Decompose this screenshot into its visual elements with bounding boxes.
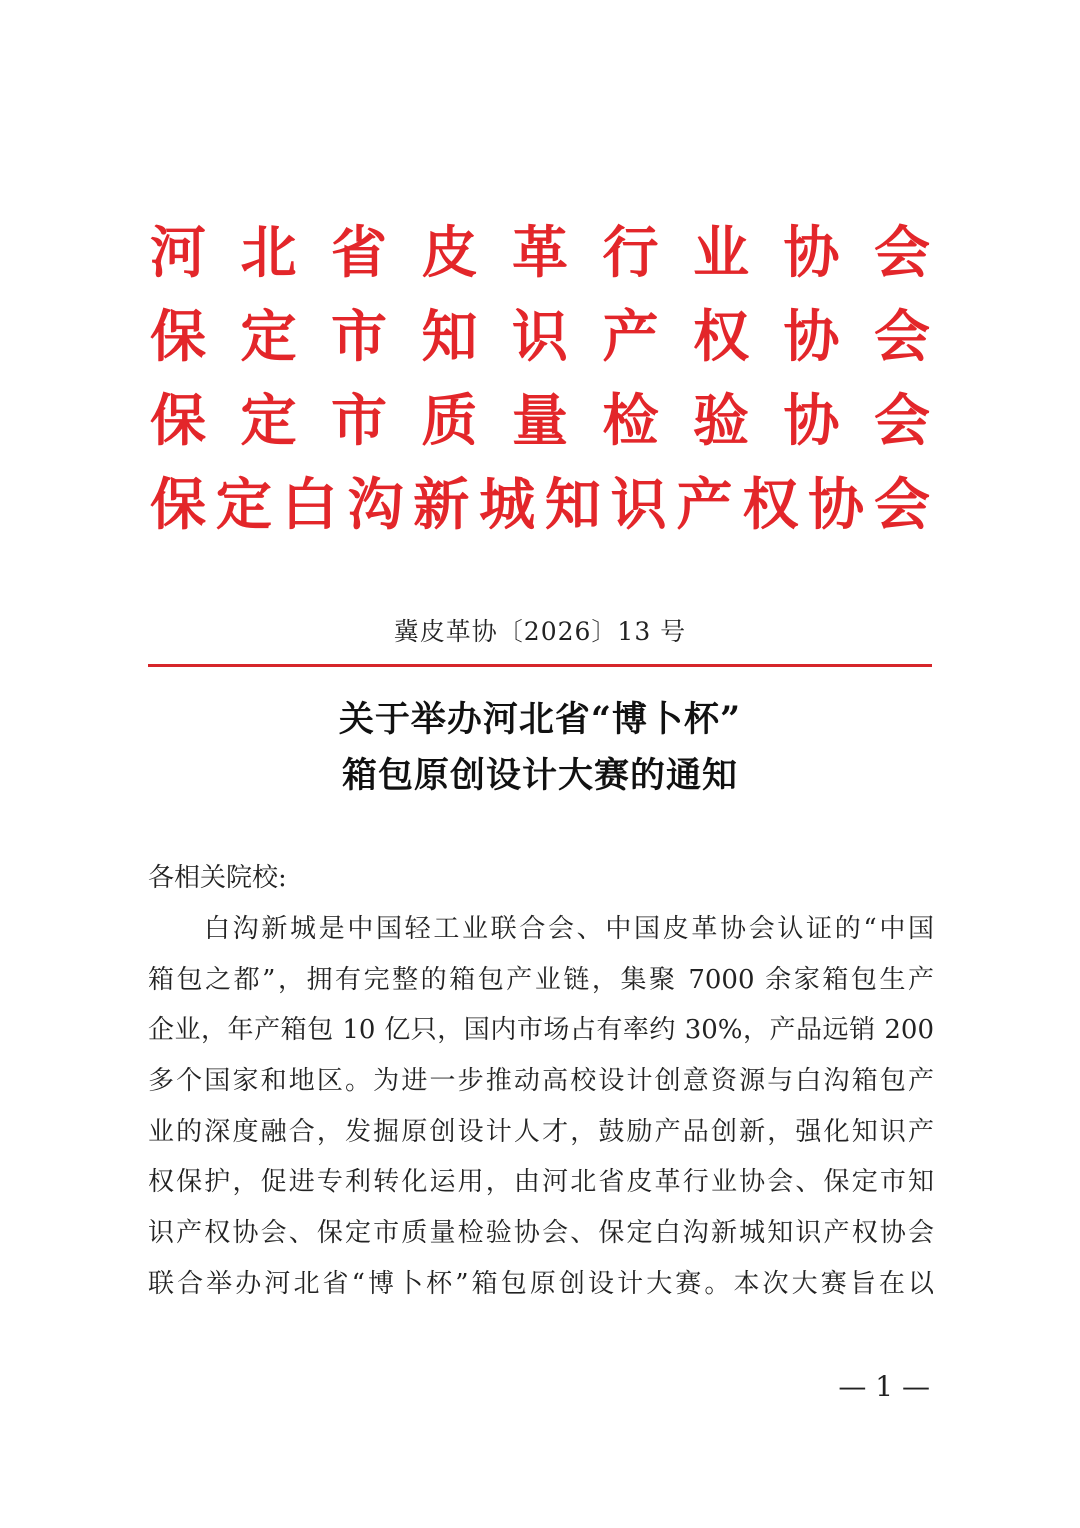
letterhead-char: 行 [602,221,659,286]
letterhead-char: 白 [281,473,338,538]
letterhead-char: 市 [331,305,387,370]
salutation: 各相关院校: [148,863,287,893]
letterhead-char: 质 [421,389,478,454]
notice-title [0,692,1080,804]
letterhead-line-4 [150,464,930,548]
letterhead-char: 市 [331,389,387,454]
paragraph-line: 权保护，促进专利转化运用，由河北省皮革行业协会、保定市知 [148,1167,934,1198]
paragraph-line: 多个国家和地区。为进一步推动高校设计创意资源与白沟箱包产 [148,1066,934,1097]
letterhead-char: 保 [150,389,206,454]
letterhead-line-1 [150,212,930,296]
letterhead-char: 协 [783,305,840,370]
letterhead-char: 量 [512,389,568,454]
letterhead-char: 权 [742,473,799,538]
letterhead-char: 城 [479,473,536,538]
letterhead-char: 会 [873,473,930,538]
letterhead-char: 定 [215,473,272,538]
letterhead-char: 河 [150,221,206,286]
letterhead-char: 皮 [421,221,478,286]
letterhead-char: 革 [512,221,568,286]
paragraph-line: 箱包之都”，拥有完整的箱包产业链，集聚 7000 余家箱包生产 [148,964,934,995]
letterhead-line-2 [150,296,930,380]
letterhead-char: 保 [150,473,206,538]
notice-title-line-2: 箱包原创设计大赛的通知 [341,755,738,796]
letterhead-char: 协 [808,473,865,538]
letterhead-char: 权 [693,305,749,370]
paragraph-line: 业的深度融合，发掘原创设计人才，鼓励产品创新，强化知识产 [148,1116,934,1147]
letterhead-char: 识 [512,305,568,370]
letterhead-char: 协 [783,389,840,454]
letterhead-char: 会 [874,389,930,454]
letterhead-char: 协 [783,221,840,286]
letterhead-line-3 [150,380,930,464]
letterhead-char: 业 [693,221,749,286]
letterhead-char: 定 [240,305,297,370]
red-divider [148,664,932,667]
letterhead-char: 定 [240,389,297,454]
letterhead [150,212,930,548]
letterhead-char: 知 [544,473,601,538]
letterhead-char: 会 [874,221,930,286]
letterhead-char: 验 [693,389,749,454]
letterhead-char: 会 [874,305,930,370]
letterhead-char: 产 [676,473,733,538]
notice-title-line-1: 关于举办河北省“博卜杯” [338,699,742,740]
letterhead-char: 沟 [347,473,404,538]
letterhead-char: 产 [602,305,659,370]
document-number: 冀皮革协〔2026〕13 号 [393,617,687,646]
letterhead-char: 北 [240,221,297,286]
letterhead-char: 知 [421,305,478,370]
letterhead-char: 检 [602,389,659,454]
paragraph-line: 企业，年产箱包 10 亿只，国内市场占有率约 30%，产品远销 200 [148,1015,934,1046]
paragraph-line: 白沟新城是中国轻工业联合会、中国皮革协会认证的“中国 [204,914,934,944]
letterhead-char: 新 [413,473,470,538]
letterhead-char: 保 [150,305,206,370]
notice-body [148,852,934,1310]
letterhead-char: 省 [331,221,387,286]
letterhead-char: 识 [610,473,667,538]
paragraph-line: 联合举办河北省“博卜杯”箱包原创设计大赛。本次大赛旨在以 [148,1268,934,1299]
paragraph-line: 识产权协会、保定市质量检验协会、保定白沟新城知识产权协会 [148,1218,934,1249]
page-number: — 1 — [838,1370,930,1403]
